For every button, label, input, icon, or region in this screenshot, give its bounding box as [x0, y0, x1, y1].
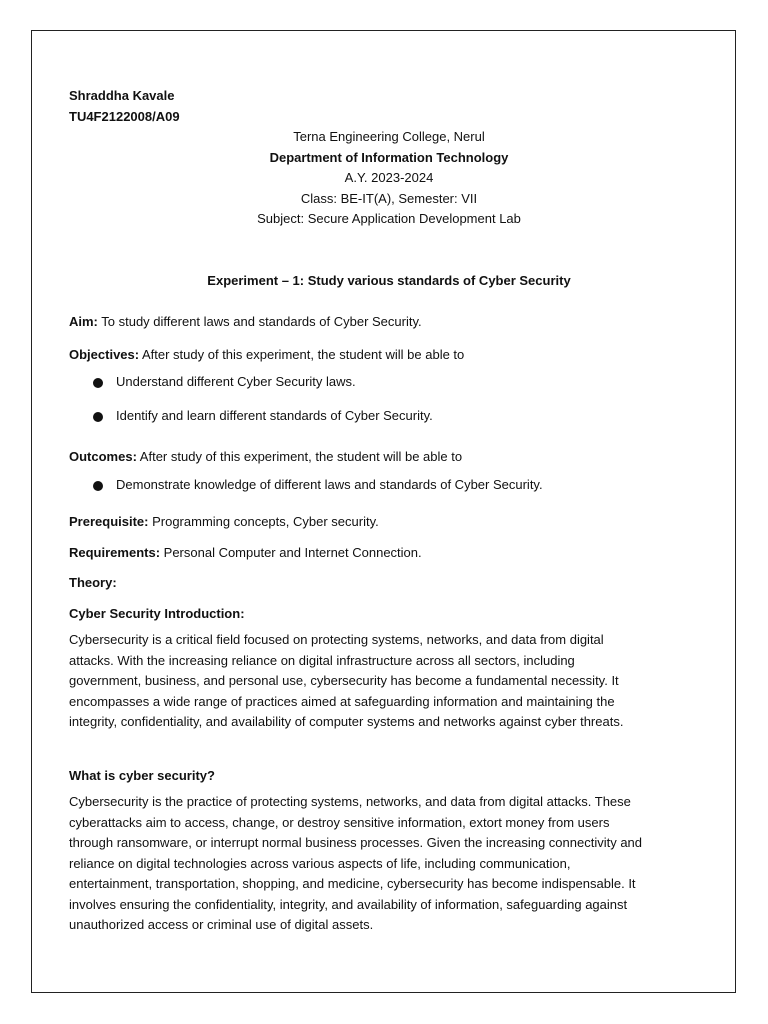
prerequisite-line: [69, 512, 709, 533]
paragraph-line: cyberattacks aim to access, change, or destroy sensitive information, extort money from users: [69, 814, 610, 830]
paragraph-line: attacks. With the increasing reliance on digital infrastructure across all sectors, including: [69, 652, 575, 668]
bullet-icon: [93, 378, 103, 388]
section-heading-introduction: Cyber Security Introduction:: [69, 605, 245, 621]
roll-id: TU4F2122008/A09: [69, 108, 180, 124]
objective-item-text: Identify and learn different standards of Cyber Security.: [116, 407, 433, 423]
paragraph-line: involves ensuring the confidentiality, integrity, and availability of information, safeguarding against: [69, 896, 628, 912]
student-name: Shraddha Kavale: [69, 88, 175, 103]
bullet-icon: [93, 481, 103, 491]
requirements-text: Personal Computer and Internet Connection.: [160, 544, 422, 560]
paragraph-line: encompasses a wide range of practices aimed at safeguarding information and maintaining the: [69, 693, 615, 709]
what-is-paragraph: [69, 792, 709, 936]
paragraph-line: integrity, confidentiality, and availability of computer systems and networks against cyber threats.: [69, 714, 624, 729]
paragraph-line: reliance on digital technologies across various aspects of life, including communication,: [69, 855, 571, 871]
objectives-line: [69, 345, 709, 366]
paragraph-line: entertainment, transportation, shopping, and medicine, cybersecurity has become indispensable. It: [69, 876, 636, 891]
outcomes-text: After study of this experiment, the student will be able to: [136, 449, 463, 464]
aim-label: Aim:: [69, 314, 98, 329]
paragraph-line: Cybersecurity is a critical field focused on protecting systems, networks, and data from digital: [69, 632, 604, 647]
outcomes-label: Outcomes:: [69, 449, 137, 464]
experiment-title: Experiment – 1: Study various standards of Cyber Security: [207, 272, 571, 288]
paragraph-line: unauthorized access or criminal use of digital assets.: [69, 917, 374, 932]
objectives-label: Objectives:: [69, 346, 140, 362]
paragraph-line: through ransomware, or interrupt normal business processes. Given the increasing connectivity and: [69, 835, 643, 850]
prerequisite-label: Prerequisite:: [69, 514, 149, 529]
objectives-text: After study of this experiment, the student will be able to: [139, 346, 465, 362]
academic-year: A.Y. 2023-2024: [344, 170, 434, 185]
outcome-item-text: Demonstrate knowledge of different laws and standards of Cyber Security.: [116, 476, 543, 492]
theory-label: Theory:: [69, 575, 117, 590]
aim-text: To study different laws and standards of Cyber Security.: [97, 314, 422, 329]
objective-item: [69, 406, 709, 427]
paragraph-line: Cybersecurity is the practice of protecting systems, networks, and data from digital attacks. These: [69, 794, 631, 809]
document-body: [69, 86, 709, 936]
college-name: Terna Engineering College, Nerul: [293, 129, 485, 144]
introduction-paragraph: [69, 630, 709, 733]
subject: Subject: Secure Application Development Lab: [257, 211, 521, 226]
outcomes-line: [69, 447, 709, 468]
requirements-line: [69, 543, 709, 564]
objective-item-text: Understand different Cyber Security laws.: [116, 374, 356, 389]
prerequisite-text: Programming concepts, Cyber security.: [148, 514, 379, 529]
paragraph-line: government, business, and personal use, cybersecurity has become a fundamental necessity. It: [69, 673, 619, 688]
department-name: Department of Information Technology: [269, 149, 509, 165]
class-semester: Class: BE-IT(A), Semester: VII: [300, 190, 478, 206]
outcome-item: [69, 475, 709, 496]
requirements-label: Requirements:: [69, 544, 161, 560]
section-heading-what-is-cyber-security: What is cyber security?: [69, 767, 215, 783]
bullet-icon: [93, 412, 103, 422]
objective-item: [69, 372, 709, 393]
aim-line: [69, 312, 709, 333]
